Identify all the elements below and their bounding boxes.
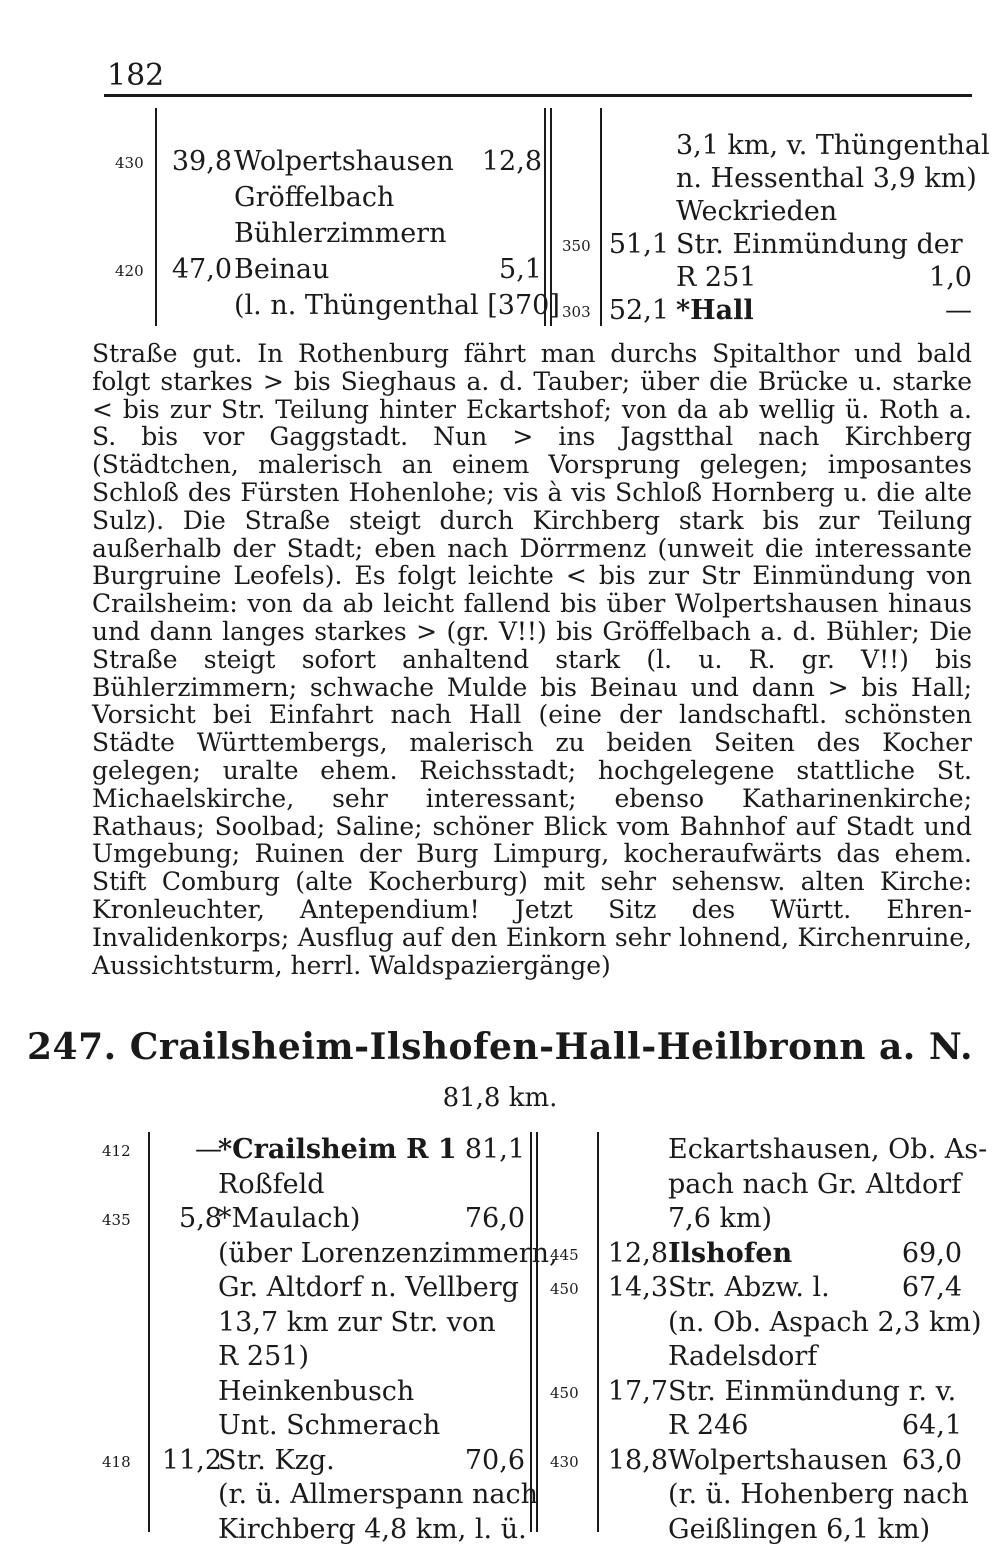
altitude-value: 303 <box>562 303 591 321</box>
place-name: (r. ü. Hohenberg nach <box>668 1479 969 1510</box>
remaining-distance-value: 63,0 <box>901 1444 962 1476</box>
remaining-distance-value: 5,1 <box>499 254 542 285</box>
place-name: Beinau <box>234 254 330 285</box>
place-name: Kirchberg 4,8 km, l. ü. <box>218 1513 527 1545</box>
place-name: (l. n. Thüngenthal [370] <box>234 290 560 321</box>
place-name: Str. Abzw. l. <box>668 1272 830 1303</box>
distance-value: 52,1 <box>608 295 669 326</box>
column-rule <box>530 1132 532 1532</box>
distance-value: — <box>195 1134 222 1165</box>
distance-value: 14,3 <box>607 1272 668 1303</box>
altitude-value: 350 <box>562 237 591 255</box>
place-name: Wolpertshausen <box>668 1444 888 1476</box>
remaining-distance-value: 1,0 <box>929 262 972 293</box>
place-name: R 251 <box>676 262 757 293</box>
remaining-distance-value: 69,0 <box>901 1237 962 1269</box>
place-name: Eckartshausen, Ob. As- <box>668 1134 988 1165</box>
column-rule <box>600 108 602 326</box>
remaining-distance-value: — <box>945 295 972 326</box>
route-heading: 247. Crailsheim-Ilshofen-Hall-Heilbronn a. N. <box>26 1026 973 1068</box>
altitude-value: 418 <box>102 1452 131 1471</box>
place-name: R 251) <box>218 1341 309 1372</box>
place-name: 7,6 km) <box>668 1203 773 1234</box>
distance-value: 47,0 <box>171 254 232 285</box>
column-rule <box>148 1132 150 1532</box>
place-name: Str. Einmündung der <box>676 229 963 260</box>
place-name: *Hall <box>676 295 754 326</box>
place-name: (n. Ob. Aspach 2,3 km) <box>668 1306 982 1338</box>
distance-value: 11,2 <box>161 1444 222 1476</box>
column-rule <box>536 1132 538 1532</box>
place-name: Unt. Schmerach <box>218 1410 441 1441</box>
place-name: Radelsdorf <box>668 1341 818 1372</box>
column-rule <box>155 108 157 326</box>
place-name: n. Hessenthal 3,9 km) <box>676 163 977 194</box>
distance-value: 39,8 <box>171 146 232 177</box>
remaining-distance-value: 12,8 <box>481 146 542 177</box>
altitude-value: 420 <box>115 262 144 280</box>
place-name: Bühlerzimmern <box>234 218 447 249</box>
remaining-distance-value: 64,1 <box>901 1410 962 1441</box>
altitude-value: 450 <box>550 1280 579 1298</box>
place-name: Gr. Altdorf n. Vellberg <box>218 1272 519 1303</box>
altitude-value: 430 <box>115 154 144 172</box>
place-name: *Crailsheim R 1 <box>218 1134 457 1165</box>
header-rule <box>104 94 972 97</box>
remaining-distance-value: 81,1 <box>464 1134 525 1165</box>
altitude-value: 450 <box>550 1383 579 1402</box>
place-name: (r. ü. Allmerspann nach <box>218 1479 539 1510</box>
column-rule <box>597 1132 599 1532</box>
distance-value: 5,8 <box>179 1203 222 1234</box>
altitude-value: 430 <box>550 1452 579 1471</box>
distance-value: 17,7 <box>607 1375 668 1407</box>
place-name: Ilshofen <box>668 1237 793 1269</box>
page-number: 182 <box>107 58 165 93</box>
remaining-distance-value: 76,0 <box>464 1203 525 1234</box>
description-text: Straße gut. In Rothenburg fährt man durchs Spitalthor und bald folgt starkes > bis Sieghaus a. d. Tauber; über die Brücke u. starke < bis zur Str. Teilung hinter Eckartshof; von da ab wellig ü. Roth a. S. bis vor Gaggstadt. Nun > ins Jagstthal nach Kirchberg (Städtchen, malerisch an einem Vorsprung gelegen; imposantes Schloß des Fürsten Hohenlohe; vis à vis Schloß Hornberg u. die alte Sulz). Die Straße steigt durch Kirchberg stark bis zur Teilung außerhalb der Stadt; eben nach Dörrmenz (unweit die interessante Burgruine Leofels). Es folgt leichte < bis zur Str Einmündung von Crailsheim: von da ab leicht fallend bis über Wolpertshausen hinaus und dann langes starkes > (gr. V!!) bis Gröffelbach a. d. Bühler; Die Straße steigt sofort anhaltend stark (l. u. R. gr. V!!) bis Bühlerzimmern; schwache Mulde bis Beinau und dann > bis Hall; Vorsicht bei Einfahrt nach Hall (eine der landschaftl. schönsten Städte Württembergs, malerisch zu beiden Seiten des Kocher gelegen; uralte ehem. Reichsstadt; hochgelegene stattliche St. Michaelskirche, sehr interessant; ebenso Katharinenkirche; Rathaus; Soolbad; Saline; schöner Blick vom Bahnhof auf Stadt und Umgebung; Ruinen der Burg Limpurg, kocheraufwärts das ehem. Stift Comburg (alte Kocherburg) mit sehr sehensw. alten Kirche: Kronleuchter, Antependium! Jetzt Sitz des Württ. Ehren-Invalidenkorps; Ausflug auf den Einkorn sehr lohnend, Kirchenruine, Aussichtsturm, herrl. Waldspaziergänge) <box>92 339 972 980</box>
place-name: (über Lorenzenzimmern, <box>218 1237 558 1269</box>
remaining-distance-value: 70,6 <box>464 1444 525 1476</box>
place-name: Weckrieden <box>676 196 838 227</box>
place-name: *Maulach) <box>218 1203 361 1234</box>
place-name: Str. Kzg. <box>218 1444 335 1476</box>
place-name: 3,1 km, v. Thüngenthal <box>676 130 990 161</box>
place-name: Roßfeld <box>218 1168 325 1200</box>
place-name: R 246 <box>668 1410 749 1441</box>
route-description <box>92 340 972 979</box>
altitude-value: 412 <box>102 1142 131 1160</box>
remaining-distance-value: 67,4 <box>901 1272 962 1303</box>
place-name: Heinkenbusch <box>218 1375 415 1407</box>
altitude-value: 445 <box>550 1245 579 1264</box>
distance-value: 12,8 <box>607 1237 668 1269</box>
place-name: pach nach Gr. Altdorf <box>668 1168 962 1200</box>
place-name: Wolpertshausen <box>234 146 454 177</box>
altitude-value: 435 <box>102 1211 131 1229</box>
distance-value: 18,8 <box>607 1444 668 1476</box>
place-name: Gröffelbach <box>234 182 395 213</box>
place-name: 13,7 km zur Str. von <box>218 1306 496 1338</box>
distance-value: 51,1 <box>608 229 669 260</box>
place-name: Geißlingen 6,1 km) <box>668 1513 931 1545</box>
route-distance: 81,8 km. <box>442 1083 558 1113</box>
place-name: Str. Einmündung r. v. <box>668 1375 957 1407</box>
